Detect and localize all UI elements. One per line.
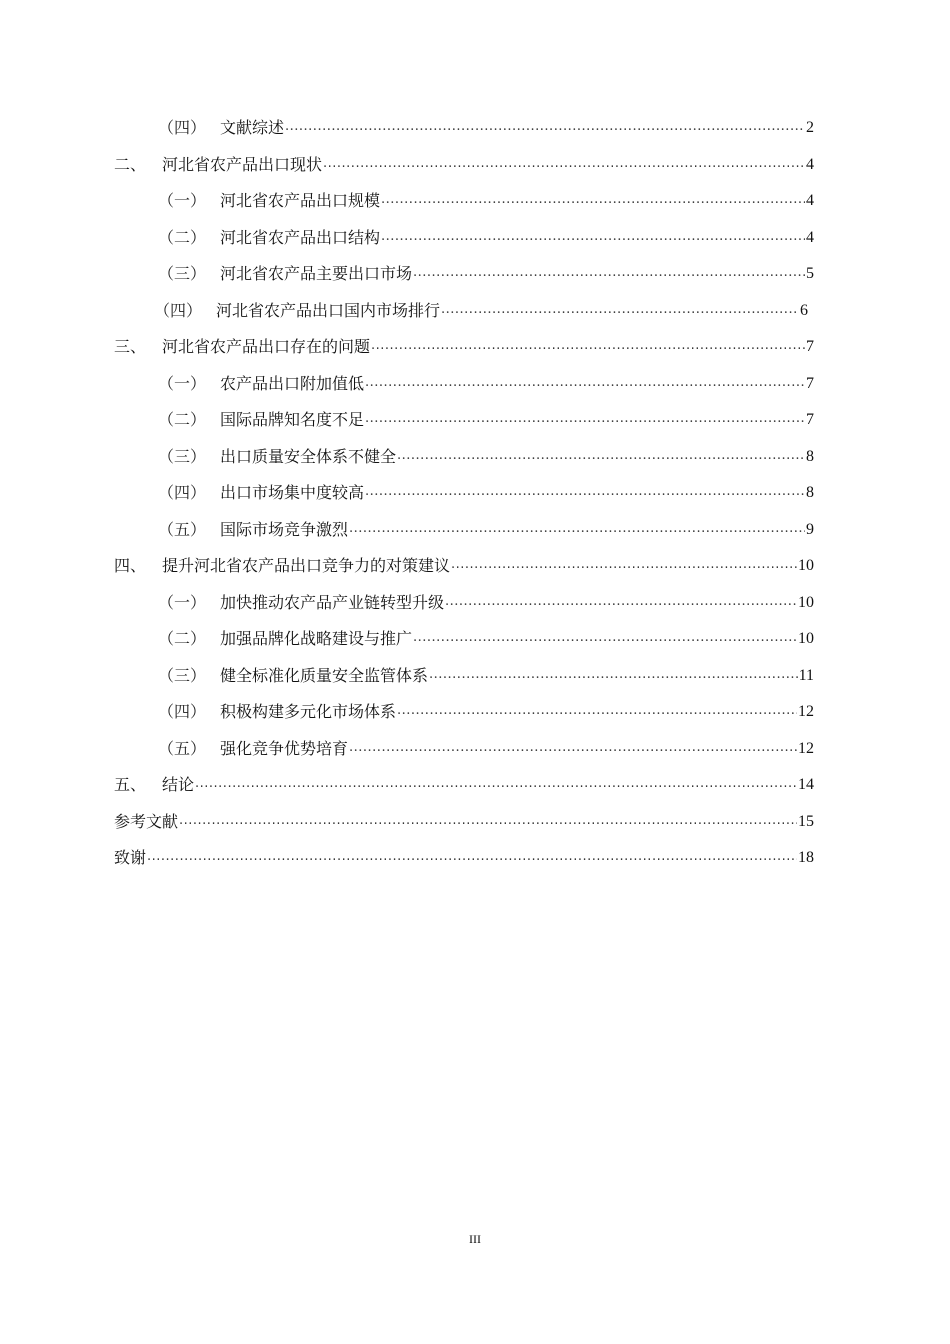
toc-entry-title: 提升河北省农产品出口竞争力的对策建议 — [162, 556, 451, 575]
toc-entry-title: 国际市场竞争激烈 — [220, 520, 349, 539]
toc-dot-leader — [381, 229, 805, 248]
toc-dot-leader — [323, 156, 805, 175]
toc-entry-page: 4 — [806, 192, 814, 209]
toc-entry-number: （五） — [158, 739, 207, 758]
toc-dot-leader — [349, 521, 805, 540]
toc-dot-leader — [371, 338, 805, 357]
toc-entry[interactable] — [114, 516, 814, 540]
toc-dot-leader — [429, 667, 798, 686]
toc-dot-leader — [451, 557, 797, 576]
toc-entry-page: 4 — [806, 156, 814, 173]
toc-entry-page: 7 — [806, 375, 814, 392]
toc-entry[interactable] — [114, 151, 814, 175]
toc-entry[interactable] — [114, 333, 814, 357]
toc-entry-page: 2 — [806, 119, 814, 136]
toc-entry[interactable] — [114, 370, 814, 394]
toc-entry-number: （五） — [158, 520, 207, 539]
toc-entry-number: （四） — [158, 702, 207, 721]
toc-dot-leader — [147, 849, 797, 868]
toc-entry[interactable] — [114, 114, 814, 138]
toc-entry-title: 出口质量安全体系不健全 — [220, 447, 397, 466]
toc-entry-page: 6 — [800, 302, 808, 319]
toc-dot-leader — [381, 192, 805, 211]
toc-entry[interactable] — [114, 589, 814, 613]
toc-entry-number: 二、 — [114, 155, 147, 174]
toc-entry-number: （四） — [158, 118, 207, 137]
toc-entry-page: 7 — [806, 411, 814, 428]
toc-entry-page: 11 — [798, 667, 814, 684]
toc-entry-title: 结论 — [162, 775, 195, 794]
toc-entry-title: 积极构建多元化市场体系 — [220, 702, 397, 721]
toc-entry-page: 5 — [806, 265, 814, 282]
toc-entry-title: 出口市场集中度较高 — [220, 483, 365, 502]
toc-entry-number: （三） — [158, 264, 207, 283]
toc-entry[interactable] — [114, 187, 814, 211]
toc-entry-title: 农产品出口附加值低 — [220, 374, 365, 393]
toc-dot-leader — [365, 375, 805, 394]
toc-entry-page: 7 — [806, 338, 814, 355]
toc-entry[interactable] — [114, 771, 814, 795]
toc-entry-page: 10 — [798, 557, 814, 574]
toc-entry-page: 10 — [798, 594, 814, 611]
toc-dot-leader — [441, 302, 799, 321]
toc-entry-title: 健全标准化质量安全监管体系 — [220, 666, 429, 685]
toc-entry-title: 河北省农产品出口存在的问题 — [162, 337, 371, 356]
toc-entry-number: （二） — [158, 228, 207, 247]
toc-dot-leader — [413, 265, 805, 284]
toc-entry-page: 10 — [798, 630, 814, 647]
toc-entry-number: （一） — [158, 374, 207, 393]
toc-entry-title: 致谢 — [114, 848, 147, 867]
toc-entry-page: 8 — [806, 484, 814, 501]
toc-entry-number: 四、 — [114, 556, 147, 575]
toc-dot-leader — [179, 813, 797, 832]
toc-entry-title: 强化竞争优势培育 — [220, 739, 349, 758]
toc-entry-title: 河北省农产品出口规模 — [220, 191, 381, 210]
toc-entry-number: （二） — [158, 410, 207, 429]
toc-entry-number: （二） — [158, 629, 207, 648]
toc-entry-page: 12 — [798, 703, 814, 720]
toc-entry-page: 8 — [806, 448, 814, 465]
toc-entry-title: 国际品牌知名度不足 — [220, 410, 365, 429]
toc-entry-title: 加强品牌化战略建设与推广 — [220, 629, 413, 648]
toc-entry-number: （一） — [158, 191, 207, 210]
toc-dot-leader — [397, 703, 797, 722]
toc-entry-title: 参考文献 — [114, 812, 179, 831]
toc-entry-title: 加快推动农产品产业链转型升级 — [220, 593, 445, 612]
toc-dot-leader — [365, 484, 805, 503]
toc-entry-title: 河北省农产品出口现状 — [162, 155, 323, 174]
toc-dot-leader — [195, 776, 797, 795]
toc-entry-page: 4 — [806, 229, 814, 246]
toc-entry[interactable] — [114, 662, 814, 686]
toc-entry[interactable] — [114, 260, 814, 284]
toc-dot-leader — [413, 630, 797, 649]
toc-entry-title: 河北省农产品主要出口市场 — [220, 264, 413, 283]
toc-entry[interactable] — [114, 406, 814, 430]
toc-entry-title: 文献综述 — [220, 118, 285, 137]
toc-entry[interactable] — [114, 443, 814, 467]
toc-entry[interactable] — [114, 698, 814, 722]
toc-entry[interactable] — [114, 297, 808, 321]
toc-entry-number: （一） — [158, 593, 207, 612]
toc-entry[interactable] — [114, 625, 814, 649]
toc-entry-number: （三） — [158, 447, 207, 466]
toc-entry-number: （三） — [158, 666, 207, 685]
toc-entry-page: 15 — [798, 813, 814, 830]
toc-entry-number: 三、 — [114, 337, 147, 356]
toc-dot-leader — [397, 448, 805, 467]
toc-dot-leader — [349, 740, 797, 759]
toc-entry-page: 12 — [798, 740, 814, 757]
toc-entry[interactable] — [114, 479, 814, 503]
toc-entry-number: （四） — [154, 301, 203, 320]
toc-dot-leader — [285, 119, 805, 138]
toc-entry-page: 18 — [798, 849, 814, 866]
toc-entry[interactable] — [114, 224, 814, 248]
toc-entry-page: 9 — [806, 521, 814, 538]
toc-entry-title: 河北省农产品出口国内市场排行 — [216, 301, 441, 320]
toc-entry-page: 14 — [798, 776, 814, 793]
toc-entry-title: 河北省农产品出口结构 — [220, 228, 381, 247]
toc-dot-leader — [445, 594, 797, 613]
toc-entry[interactable] — [114, 808, 814, 832]
toc-entry[interactable] — [114, 552, 814, 576]
toc-entry[interactable] — [114, 844, 814, 868]
toc-entry[interactable] — [114, 735, 814, 759]
toc-dot-leader — [365, 411, 805, 430]
toc-entry-number: 五、 — [114, 775, 147, 794]
toc-entry-number: （四） — [158, 483, 207, 502]
page-number: III — [469, 1232, 481, 1246]
